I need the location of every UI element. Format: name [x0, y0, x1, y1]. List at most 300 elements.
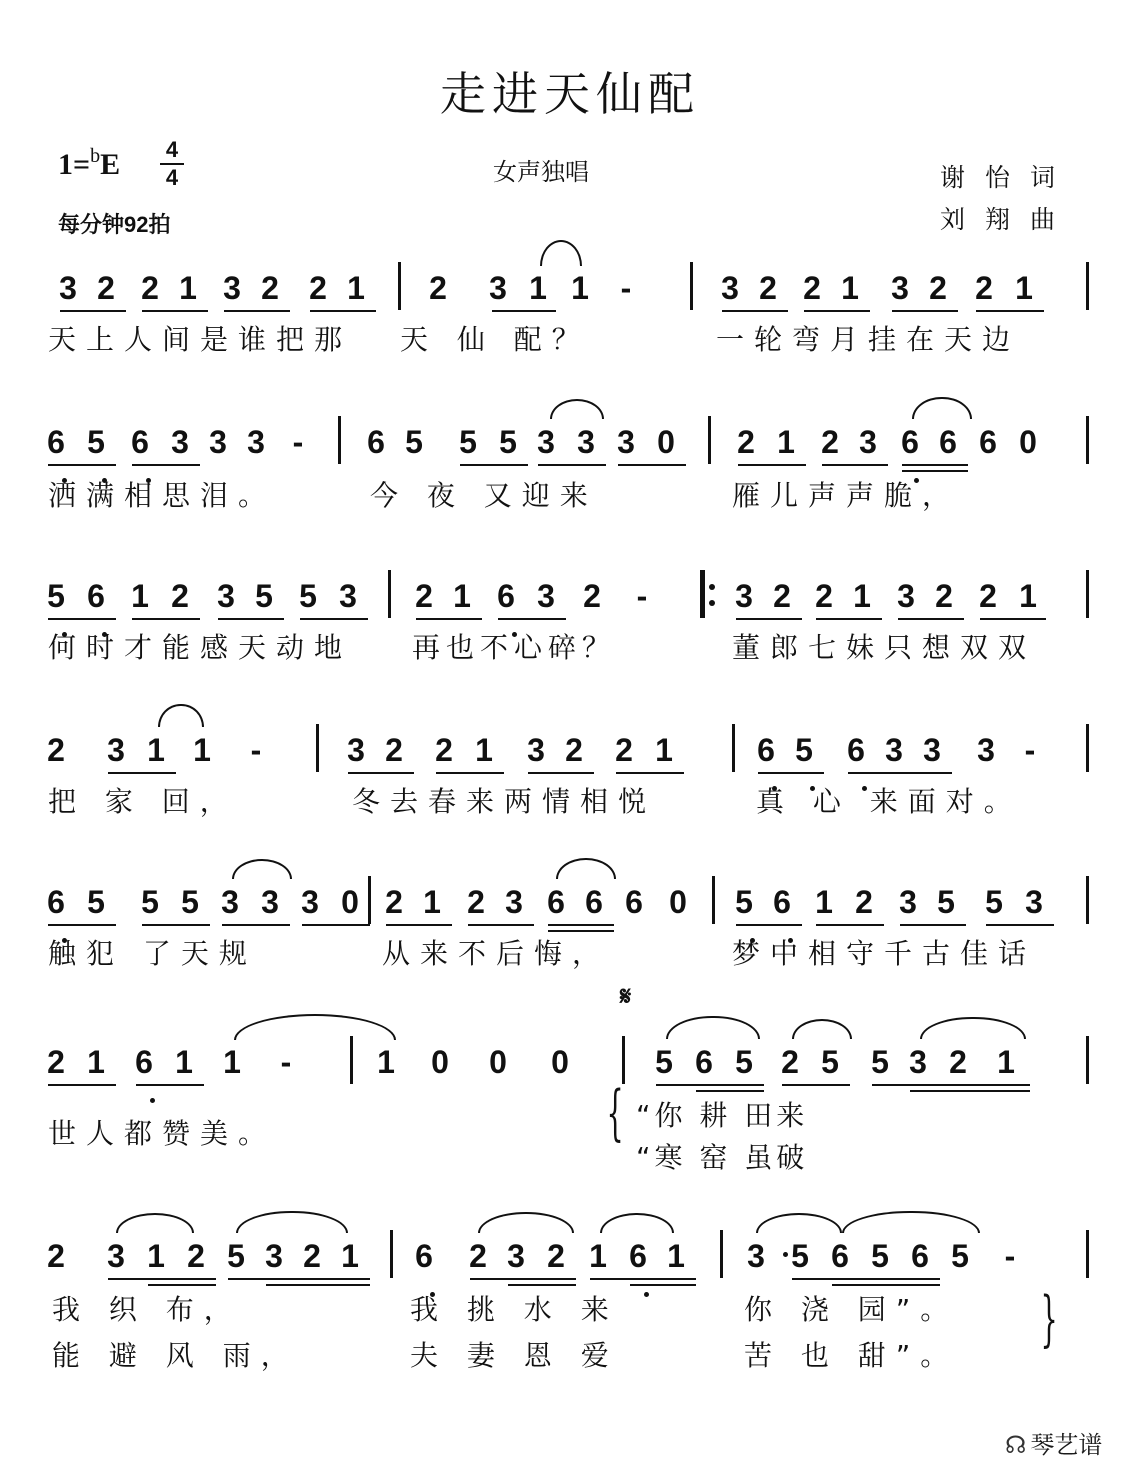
note: 6	[757, 732, 775, 768]
lyric-1-left: 天上人间是谁把那	[48, 323, 353, 356]
note: 1	[571, 270, 589, 306]
note: 1	[347, 270, 365, 306]
note: 2	[469, 1238, 487, 1274]
note: 6	[131, 424, 149, 460]
note: 5	[87, 424, 105, 460]
underline	[142, 924, 210, 926]
note: 1	[423, 884, 441, 920]
key-signature	[58, 145, 121, 182]
barline	[350, 1036, 353, 1084]
note: 3	[107, 1238, 125, 1274]
note: 2	[47, 732, 65, 768]
note: 5	[227, 1238, 245, 1274]
note: 1	[147, 732, 165, 768]
composer-credit: 刘翔曲	[940, 205, 1076, 234]
slur	[756, 1213, 842, 1233]
barline	[1086, 262, 1089, 310]
note: 1	[655, 732, 673, 768]
underline	[468, 924, 534, 926]
underline	[228, 1278, 370, 1280]
note: 6	[911, 1238, 929, 1274]
note: 6	[415, 1238, 433, 1274]
note: 1	[87, 1044, 105, 1080]
barline	[720, 1230, 723, 1278]
note: 5	[871, 1044, 889, 1080]
note: 3	[721, 270, 739, 306]
note: 2	[759, 270, 777, 306]
lyric-7-v1a: 我 织 布，	[52, 1293, 242, 1326]
underline	[136, 1084, 204, 1086]
barline	[1086, 876, 1089, 924]
underline-double	[910, 1090, 1030, 1092]
note: 2	[821, 424, 839, 460]
note: 5	[951, 1238, 969, 1274]
logo-text: 琴艺谱	[1030, 1431, 1103, 1459]
lyric-2-left: 洒满相思泪。	[48, 479, 277, 512]
underline	[348, 772, 414, 774]
tempo-marking: 每分钟92拍	[58, 212, 171, 237]
underline	[736, 618, 802, 620]
note: -	[292, 424, 304, 460]
note: 2	[303, 1238, 321, 1274]
note: 3	[507, 1238, 525, 1274]
note: 5	[985, 884, 1003, 920]
underline-double	[832, 1284, 940, 1286]
underline	[792, 1278, 940, 1280]
underline-double	[696, 1090, 764, 1092]
notation-row-7	[0, 1226, 1140, 1286]
underline	[822, 464, 888, 466]
note: 6	[547, 884, 565, 920]
note: 2	[261, 270, 279, 306]
note: -	[636, 578, 648, 614]
underline	[300, 618, 368, 620]
note: 1	[341, 1238, 359, 1274]
barline	[1086, 724, 1089, 772]
note: 1	[377, 1044, 395, 1080]
underline	[618, 464, 686, 466]
barline	[1086, 570, 1089, 618]
note: 3	[747, 1238, 765, 1274]
barline	[732, 724, 735, 772]
note: 5	[459, 424, 477, 460]
lyric-4-mid: 冬去春来两情相悦	[352, 785, 657, 818]
lyric-3-right: 董郎七妹只想双双	[732, 631, 1037, 664]
note: 5	[255, 578, 273, 614]
note: 2	[803, 270, 821, 306]
note: 3	[59, 270, 77, 306]
notation-row-4	[0, 720, 1140, 780]
lyric-3-mid: 再也不心碎？	[412, 631, 617, 664]
underline	[142, 310, 208, 312]
underline-double	[508, 1284, 576, 1286]
note: -	[250, 732, 262, 768]
barline	[712, 876, 715, 924]
note: 3	[899, 884, 917, 920]
slur	[666, 1016, 760, 1040]
note: 1	[131, 578, 149, 614]
barline	[1086, 416, 1089, 464]
note: 0	[489, 1044, 507, 1080]
lyric-7-v2b: 夫 妻 恩 爱	[410, 1339, 619, 1372]
note: 6	[901, 424, 919, 460]
note: 3	[217, 578, 235, 614]
note: 2	[583, 578, 601, 614]
note: 2	[773, 578, 791, 614]
barline	[316, 724, 319, 772]
note: 1	[529, 270, 547, 306]
underline	[986, 924, 1054, 926]
note: 3	[221, 884, 239, 920]
note: 0	[551, 1044, 569, 1080]
barline	[388, 570, 391, 618]
note: 5	[299, 578, 317, 614]
note: 2	[975, 270, 993, 306]
note: 2	[929, 270, 947, 306]
lyric-5-right: 梦中相守千古佳话	[732, 937, 1037, 970]
underline	[416, 618, 482, 620]
note: 2	[171, 578, 189, 614]
note: 1	[1019, 578, 1037, 614]
underline	[528, 772, 594, 774]
underline	[980, 618, 1046, 620]
note: 5	[181, 884, 199, 920]
note: 2	[547, 1238, 565, 1274]
note: 6	[625, 884, 643, 920]
note: 2	[141, 270, 159, 306]
logo-icon: ☊	[1005, 1431, 1027, 1459]
lower-octave-dot	[150, 1098, 155, 1103]
note: 3	[247, 424, 265, 460]
note: 3	[859, 424, 877, 460]
note: 3	[977, 732, 995, 768]
note: 3	[505, 884, 523, 920]
notation-row-6	[0, 982, 1140, 1092]
underline	[816, 924, 884, 926]
lyric-4-right: 真 心 来面对。	[756, 785, 1022, 818]
time-top: 4	[165, 137, 179, 162]
note: 3	[577, 424, 595, 460]
slur	[478, 1212, 574, 1233]
note: 1	[175, 1044, 193, 1080]
note: 3	[891, 270, 909, 306]
underline	[108, 1278, 216, 1280]
note: 1	[1015, 270, 1033, 306]
underline-double	[630, 1284, 696, 1286]
underline-double	[148, 1284, 216, 1286]
note: 0	[1019, 424, 1037, 460]
underline	[616, 772, 684, 774]
performer-label: 女声独唱	[493, 158, 589, 186]
barline	[398, 262, 401, 310]
underline-double	[902, 470, 968, 472]
verse-brace-right: }	[1040, 1284, 1058, 1354]
underline	[132, 618, 200, 620]
slur	[920, 1017, 1026, 1039]
slur	[116, 1213, 194, 1233]
note: 6	[847, 732, 865, 768]
note: 2	[47, 1044, 65, 1080]
note: 3	[1025, 884, 1043, 920]
underline	[218, 618, 284, 620]
underline	[48, 924, 116, 926]
note: 2	[97, 270, 115, 306]
slur	[556, 858, 616, 879]
underline	[48, 618, 116, 620]
underline	[738, 464, 806, 466]
augmentation-dot	[783, 1252, 788, 1257]
barline	[708, 416, 711, 464]
underline	[872, 1084, 1030, 1086]
note: 6	[979, 424, 997, 460]
watermark-logo	[1005, 1425, 1102, 1460]
note: 5	[795, 732, 813, 768]
barline	[368, 876, 371, 924]
note: 1	[777, 424, 795, 460]
note: 2	[187, 1238, 205, 1274]
lyric-1-right: 一轮弯月挂在天边	[716, 323, 1021, 356]
underline	[460, 464, 528, 466]
note: 6	[831, 1238, 849, 1274]
note: 5	[735, 884, 753, 920]
lyric-6-left: 世人都赞美。	[48, 1117, 277, 1150]
note: 5	[141, 884, 159, 920]
underline	[498, 618, 566, 620]
underline	[900, 924, 966, 926]
note: 5	[937, 884, 955, 920]
note: 2	[309, 270, 327, 306]
underline	[436, 772, 504, 774]
note: 3	[617, 424, 635, 460]
note: 5	[499, 424, 517, 460]
lyric-2-mid: 今 夜 又迎来	[370, 479, 598, 512]
note: 3	[347, 732, 365, 768]
lyric-3-left: 何时才能感天动地	[48, 631, 353, 664]
note: 3	[527, 732, 545, 768]
underline	[224, 310, 290, 312]
underline-double	[266, 1284, 370, 1286]
note: 0	[669, 884, 687, 920]
verse-brace-left: {	[606, 1078, 624, 1148]
note: 5	[791, 1238, 809, 1274]
lyric-5-mid: 从来不后悔，	[382, 937, 611, 970]
barline	[390, 1230, 393, 1278]
note: 6	[695, 1044, 713, 1080]
underline	[132, 464, 200, 466]
underline	[758, 772, 824, 774]
underline	[898, 618, 964, 620]
underline	[816, 618, 882, 620]
slur	[912, 397, 972, 419]
underline	[590, 1278, 696, 1280]
underline	[848, 772, 952, 774]
lyric-7-v1b: 我 挑 水 来	[410, 1293, 619, 1326]
note: 1	[223, 1044, 241, 1080]
note: 6	[47, 884, 65, 920]
note: 2	[615, 732, 633, 768]
lyric-2-right: 雁儿声声脆，	[732, 479, 961, 512]
barline	[1086, 1230, 1089, 1278]
note: 3	[537, 578, 555, 614]
barline	[690, 262, 693, 310]
note: 2	[385, 884, 403, 920]
underline	[976, 310, 1044, 312]
repeat-sign	[700, 570, 713, 618]
note: 5	[821, 1044, 839, 1080]
underline	[302, 924, 370, 926]
note: 6	[939, 424, 957, 460]
slur	[550, 399, 604, 419]
note: 3	[171, 424, 189, 460]
note: 3	[923, 732, 941, 768]
slur	[842, 1211, 980, 1233]
underline	[310, 310, 376, 312]
note: 5	[871, 1238, 889, 1274]
note: -	[1024, 732, 1036, 768]
note: 2	[815, 578, 833, 614]
note: 1	[853, 578, 871, 614]
underline	[60, 310, 126, 312]
note: 2	[467, 884, 485, 920]
slur	[236, 1211, 348, 1233]
underline	[892, 310, 958, 312]
notation-row-3	[0, 566, 1140, 626]
lyric-6-verse2: “寒 窑 虽破	[636, 1141, 809, 1174]
note: 3	[897, 578, 915, 614]
underline	[48, 464, 116, 466]
note: -	[280, 1044, 292, 1080]
note: 1	[589, 1238, 607, 1274]
note: 1	[997, 1044, 1015, 1080]
note: 6	[47, 424, 65, 460]
note: 3	[537, 424, 555, 460]
note: 1	[841, 270, 859, 306]
note: 3	[265, 1238, 283, 1274]
underline	[722, 310, 788, 312]
lyric-6-verse1: “你 耕 田来	[636, 1099, 809, 1132]
underline	[782, 1084, 850, 1086]
slur	[540, 240, 582, 266]
note: 5	[47, 578, 65, 614]
slur	[600, 1213, 674, 1233]
underline	[804, 310, 870, 312]
key-prefix: 1=	[58, 148, 91, 181]
note: 2	[781, 1044, 799, 1080]
lyric-7-v2a: 能 避 风 雨，	[52, 1339, 299, 1372]
note: 6	[585, 884, 603, 920]
lyricist-credit: 谢怡词	[940, 163, 1076, 192]
slur	[232, 859, 292, 879]
slur	[234, 1014, 396, 1040]
note: 0	[341, 884, 359, 920]
note: 2	[855, 884, 873, 920]
note: 3	[301, 884, 319, 920]
underline	[492, 310, 556, 312]
barline	[622, 1036, 625, 1084]
note: 1	[453, 578, 471, 614]
slur	[158, 704, 204, 728]
note: 1	[475, 732, 493, 768]
flat-sign: b	[90, 145, 101, 167]
note: 3	[261, 884, 279, 920]
underline	[736, 924, 802, 926]
underline	[48, 1084, 116, 1086]
note: -	[620, 270, 632, 306]
note: 3	[909, 1044, 927, 1080]
lyric-4-left: 把 家 回，	[48, 785, 238, 818]
note: 6	[629, 1238, 647, 1274]
slur	[792, 1019, 852, 1039]
note: 1	[179, 270, 197, 306]
note: 3	[209, 424, 227, 460]
note: 2	[935, 578, 953, 614]
song-title: 走进天仙配	[440, 67, 700, 121]
note: 2	[415, 578, 433, 614]
barline	[1086, 1036, 1089, 1084]
note: 3	[107, 732, 125, 768]
underline	[538, 464, 606, 466]
note: 6	[497, 578, 515, 614]
underline	[548, 924, 614, 926]
note: 6	[135, 1044, 153, 1080]
note: 3	[339, 578, 357, 614]
key-letter: E	[100, 148, 121, 181]
underline	[222, 924, 290, 926]
notation-row-2	[0, 412, 1140, 472]
note: 3	[223, 270, 241, 306]
note: 2	[737, 424, 755, 460]
note: 2	[565, 732, 583, 768]
note: -	[1004, 1238, 1016, 1274]
note: 6	[87, 578, 105, 614]
note: 0	[657, 424, 675, 460]
note: 6	[367, 424, 385, 460]
time-signature	[160, 138, 184, 190]
lyric-5-left: 触犯 了天规	[48, 937, 257, 970]
note: 1	[667, 1238, 685, 1274]
time-bottom: 4	[165, 165, 179, 190]
note: 3	[489, 270, 507, 306]
note: 0	[431, 1044, 449, 1080]
note: 1	[815, 884, 833, 920]
note: 2	[435, 732, 453, 768]
note: 6	[773, 884, 791, 920]
note: 1	[147, 1238, 165, 1274]
lyric-7-v1c: 你 浇 园”。	[744, 1293, 959, 1326]
note: 3	[735, 578, 753, 614]
note: 2	[979, 578, 997, 614]
lower-octave-dot	[644, 1292, 649, 1297]
note: 5	[735, 1044, 753, 1080]
underline	[470, 1278, 576, 1280]
underline	[902, 464, 968, 466]
note: 2	[47, 1238, 65, 1274]
notation-row-1	[0, 258, 1140, 318]
underline	[656, 1084, 764, 1086]
note: 5	[405, 424, 423, 460]
note: 2	[429, 270, 447, 306]
notation-row-5	[0, 872, 1140, 932]
underline	[108, 772, 176, 774]
lyric-7-v2c: 苦 也 甜”。	[744, 1339, 959, 1372]
note: 5	[655, 1044, 673, 1080]
barline	[338, 416, 341, 464]
segno-icon: 𝄋	[620, 982, 632, 1012]
underline	[386, 924, 452, 926]
note: 5	[87, 884, 105, 920]
note: 3	[885, 732, 903, 768]
note: 1	[193, 732, 211, 768]
